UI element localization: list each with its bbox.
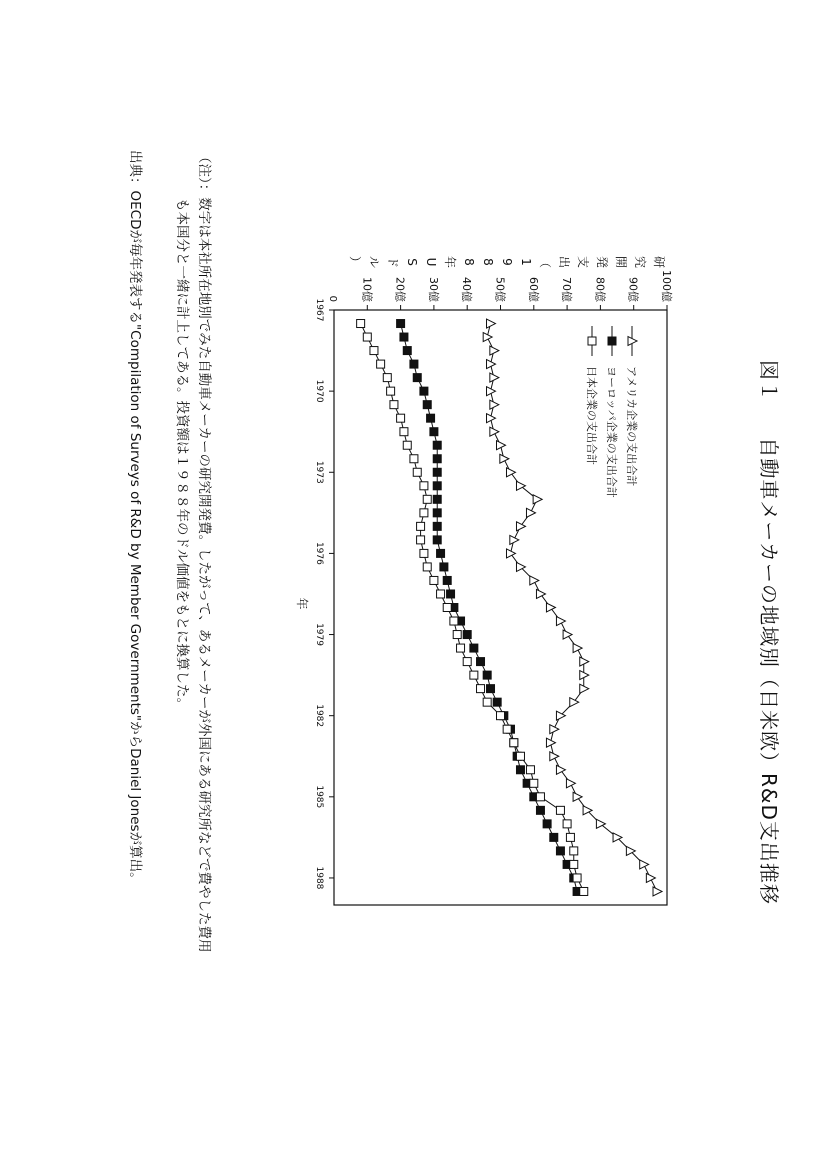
y-axis-label-char: 8 — [481, 258, 495, 266]
data-point — [433, 522, 441, 530]
data-point — [570, 860, 578, 868]
data-point — [483, 671, 491, 679]
legend-item — [605, 326, 619, 498]
data-point — [413, 468, 421, 476]
data-point — [463, 631, 471, 639]
data-point — [543, 820, 551, 828]
data-point — [550, 725, 559, 734]
data-point — [357, 320, 365, 328]
data-point — [487, 685, 495, 693]
y-axis-label-char: （ — [538, 255, 552, 269]
source-citation: 出典：OECDが毎年発表する"Compilation of Surveys of R&D by Member Governments"からDaniel Jonesが算出。 — [127, 150, 143, 886]
data-point — [536, 793, 544, 801]
data-point — [546, 603, 555, 612]
y-axis-label-char: 研 — [652, 255, 666, 269]
x-axis-label-group — [295, 597, 310, 609]
y-tick-label-zero: 0 — [327, 295, 338, 302]
data-point — [510, 739, 518, 747]
data-point — [423, 401, 431, 409]
data-point — [566, 833, 574, 841]
data-point — [490, 427, 499, 436]
legend-item — [625, 326, 639, 486]
data-point — [497, 712, 505, 720]
data-point — [556, 847, 564, 855]
y-axis-label-char: U — [424, 257, 438, 267]
data-point — [653, 887, 662, 896]
data-point — [423, 495, 431, 503]
y-tick-label: 100億 — [660, 270, 673, 302]
y-tick-label: 20億 — [393, 277, 407, 302]
y-axis-label-char: 発 — [595, 255, 609, 269]
note-line-2: も本国分と一緒に計上してある。投資額は１９８８年のドル価値をもとに換算した。 — [174, 198, 190, 711]
data-point — [433, 536, 441, 544]
data-point — [530, 779, 538, 787]
data-point — [433, 482, 441, 490]
figure-number: 図１ — [757, 360, 781, 402]
legend-item — [585, 326, 599, 465]
data-point — [387, 387, 395, 395]
y-tick-label: 90億 — [626, 277, 640, 302]
data-point — [413, 374, 421, 382]
data-point — [423, 563, 431, 571]
note-line-1 — [193, 150, 215, 1150]
data-point — [370, 347, 378, 355]
legend-label: アメリカ企業の支出合計 — [625, 366, 638, 487]
y-axis-label-char: ル — [367, 255, 381, 269]
legend-label: ヨーロッパ企業の支出合計 — [605, 366, 618, 498]
data-point — [533, 495, 542, 504]
note-label: （注）： — [196, 150, 212, 198]
data-point — [397, 414, 405, 422]
data-point — [427, 414, 435, 422]
data-point — [443, 576, 451, 584]
data-point — [477, 658, 485, 666]
data-point — [417, 522, 425, 530]
y-tick-label: 80億 — [593, 277, 607, 302]
y-tick-label: 70億 — [560, 277, 574, 302]
data-point — [563, 820, 571, 828]
data-point — [580, 887, 588, 895]
figure-title-text: 自動車メーカーの地域別（日米欧）R&D支出推移 — [757, 437, 781, 905]
data-point — [440, 563, 448, 571]
data-point — [417, 536, 425, 544]
data-point — [433, 455, 441, 463]
data-point — [453, 631, 461, 639]
data-point — [526, 766, 534, 774]
line-chart — [267, 0, 827, 1170]
data-point — [570, 847, 578, 855]
data-point — [383, 374, 391, 382]
data-point — [463, 658, 471, 666]
data-point — [573, 874, 581, 882]
data-point — [400, 333, 408, 341]
y-axis-label-char: ） — [348, 255, 362, 269]
legend-label: 日本企業の支出合計 — [585, 366, 598, 465]
data-point — [530, 576, 539, 585]
data-point — [487, 319, 496, 328]
data-point — [510, 535, 519, 544]
data-point — [433, 468, 441, 476]
data-point — [526, 508, 535, 517]
y-axis-label-char: 9 — [500, 258, 514, 266]
x-tick-label: 1982 — [314, 704, 324, 728]
data-point — [397, 320, 405, 328]
y-tick-label: 60億 — [526, 277, 540, 302]
data-point — [477, 685, 485, 693]
y-axis-label-char: 1 — [519, 258, 533, 266]
data-point — [420, 549, 428, 557]
data-point — [470, 644, 478, 652]
y-axis-label-char: ド — [386, 255, 400, 269]
data-point — [447, 590, 455, 598]
data-point — [430, 576, 438, 584]
data-point — [573, 792, 582, 801]
y-axis-label — [348, 256, 666, 268]
x-tick-label: 1988 — [314, 866, 324, 890]
y-tick-label: 40億 — [460, 277, 474, 302]
data-point — [536, 806, 544, 814]
y-axis-label-char: 8 — [462, 258, 476, 266]
data-point — [450, 617, 458, 625]
notes — [171, 150, 215, 1150]
data-point — [516, 522, 525, 531]
data-point — [403, 347, 411, 355]
data-point — [490, 373, 499, 382]
data-point — [516, 752, 524, 760]
data-point — [556, 765, 565, 774]
data-point — [566, 779, 575, 788]
x-tick-label: 1976 — [314, 541, 324, 565]
x-tick-label: 1985 — [314, 785, 324, 809]
data-point — [420, 509, 428, 517]
x-tick-label: 1970 — [314, 379, 324, 403]
data-point — [437, 549, 445, 557]
data-point — [550, 752, 559, 761]
data-point — [433, 509, 441, 517]
x-tick-label: 1979 — [314, 623, 324, 646]
data-point — [410, 360, 418, 368]
legend-marker — [608, 337, 616, 345]
data-point — [420, 482, 428, 490]
legend-marker — [588, 337, 596, 345]
data-point — [433, 441, 441, 449]
data-point — [556, 617, 565, 626]
data-point — [570, 698, 579, 707]
data-point — [377, 360, 385, 368]
data-point — [437, 590, 445, 598]
data-point — [550, 833, 558, 841]
x-axis-label: 年 — [295, 597, 309, 610]
data-point — [493, 698, 501, 706]
y-tick-label: 50億 — [493, 277, 507, 302]
y-axis-label-char: 究 — [633, 255, 647, 269]
data-point — [403, 441, 411, 449]
x-tick-label: 1973 — [314, 460, 324, 484]
data-point — [506, 468, 515, 477]
data-point — [433, 495, 441, 503]
data-point — [410, 455, 418, 463]
note-text-1: 数字は本社所在地別でみた自動車メーカーの研究開発費。したがって、あるメーカーが外国にある研究所などで費やした費用 — [196, 197, 212, 953]
data-point — [503, 725, 511, 733]
x-tick-label: 1967 — [314, 298, 324, 322]
y-axis-label-char: 年 — [443, 255, 457, 269]
data-point — [400, 428, 408, 436]
data-point — [363, 333, 371, 341]
data-point — [646, 873, 655, 882]
data-point — [563, 630, 572, 639]
y-axis-label-char: 支 — [576, 255, 590, 269]
data-point — [516, 766, 524, 774]
y-axis-label-char: 出 — [557, 255, 571, 269]
data-point — [470, 671, 478, 679]
y-axis-label-char: 開 — [614, 255, 628, 269]
y-tick-label: 10億 — [360, 277, 374, 302]
y-tick-label: 30億 — [426, 277, 440, 302]
data-point — [536, 589, 545, 598]
data-point — [430, 428, 438, 436]
data-point — [556, 806, 564, 814]
data-point — [573, 644, 582, 653]
data-point — [500, 454, 509, 463]
y-axis-label-char: S — [405, 258, 419, 266]
data-point — [640, 860, 649, 869]
data-point — [483, 698, 491, 706]
data-point — [420, 387, 428, 395]
data-point — [390, 401, 398, 409]
chart-legend — [585, 326, 639, 498]
data-point — [443, 604, 451, 612]
data-point — [490, 400, 499, 409]
data-point — [490, 346, 499, 355]
data-point — [457, 644, 465, 652]
